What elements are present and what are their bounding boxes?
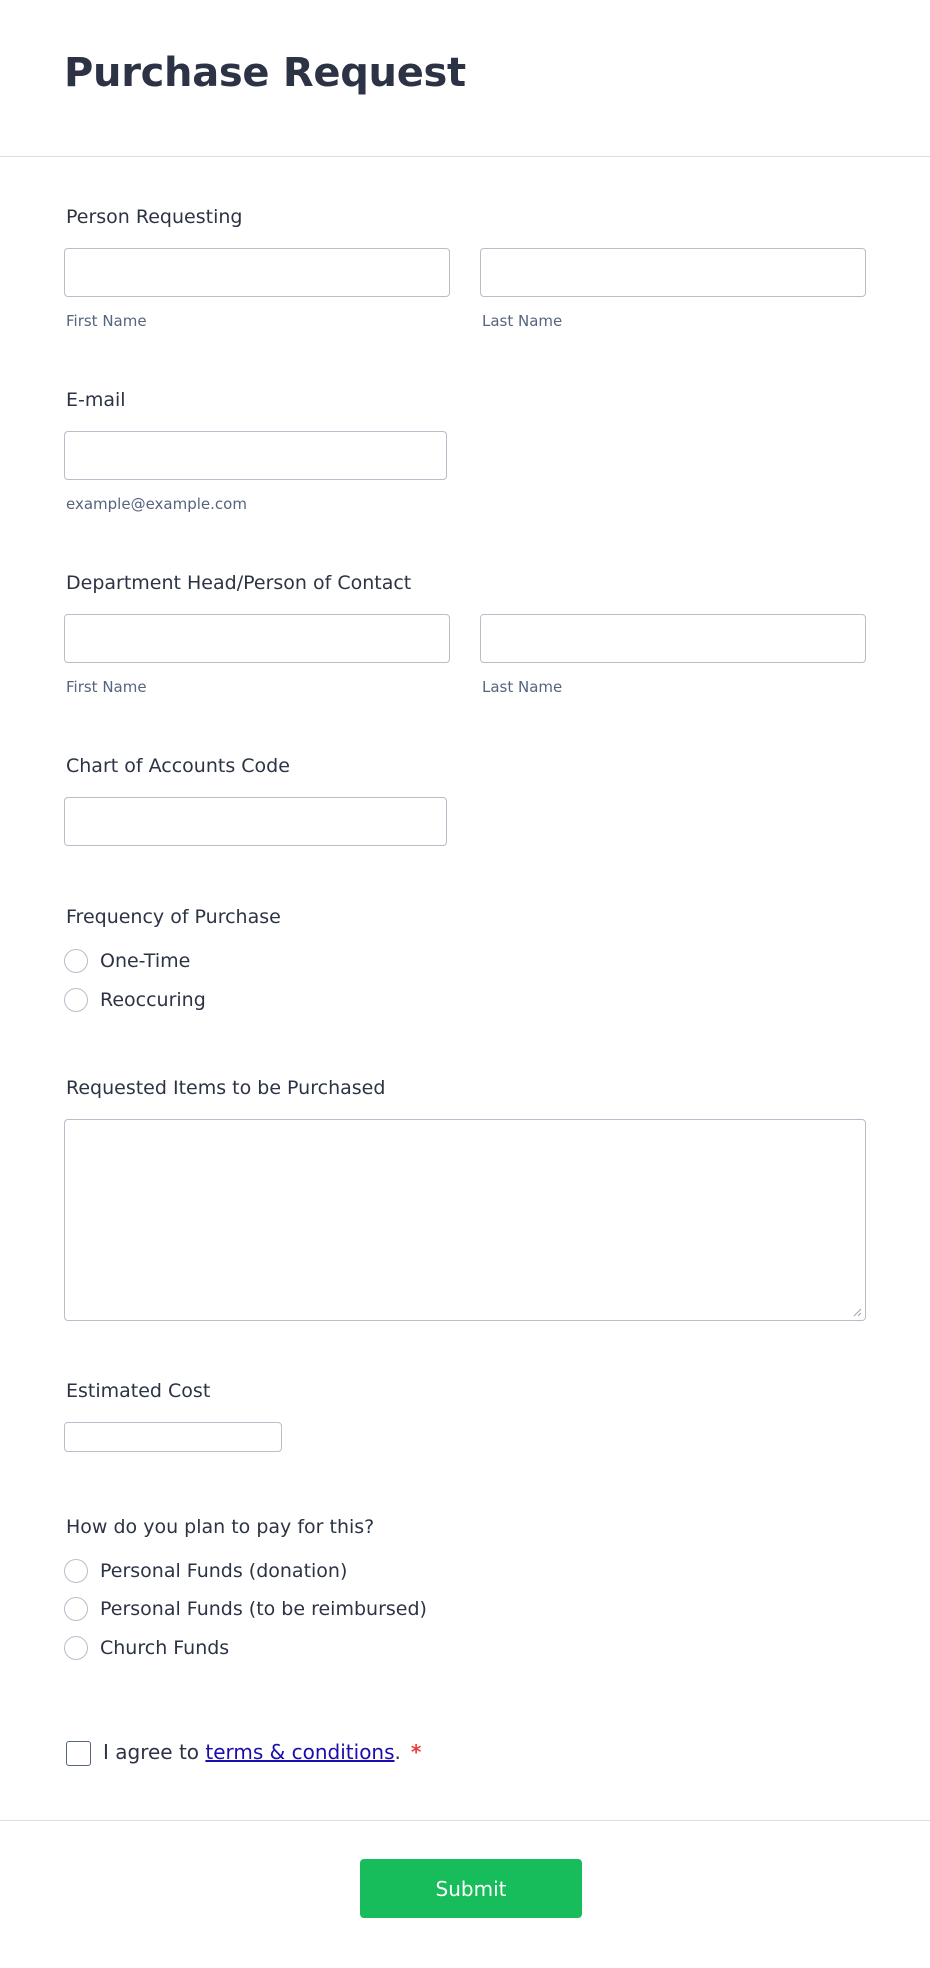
department-head-last-name-sublabel: Last Name bbox=[482, 678, 563, 696]
form-header bbox=[0, 0, 930, 157]
terms-link[interactable]: terms & conditions bbox=[205, 1740, 395, 1764]
frequency-option-reoccuring[interactable] bbox=[64, 987, 206, 1013]
estimated-cost-input[interactable] bbox=[64, 1422, 282, 1452]
payment-label: How do you plan to pay for this? bbox=[66, 1516, 375, 1538]
radio-option-label: Reoccuring bbox=[100, 989, 206, 1011]
requested-items-textarea[interactable] bbox=[64, 1119, 866, 1321]
submit-button[interactable]: Submit bbox=[360, 1859, 582, 1918]
frequency-option-one-time[interactable] bbox=[64, 948, 190, 974]
person-requesting-label: Person Requesting bbox=[66, 206, 243, 228]
radio-option-label: One-Time bbox=[100, 950, 191, 972]
payment-option-church-funds[interactable] bbox=[64, 1635, 229, 1661]
terms-prefix: I agree to bbox=[103, 1740, 206, 1764]
department-head-last-name-input[interactable] bbox=[480, 614, 866, 663]
radio-option-label: Personal Funds (donation) bbox=[100, 1560, 348, 1582]
terms-agreement-text bbox=[103, 1740, 421, 1764]
person-requesting-first-name-sublabel: First Name bbox=[66, 312, 147, 330]
accounts-code-label: Chart of Accounts Code bbox=[66, 755, 290, 777]
radio-button[interactable] bbox=[64, 988, 88, 1012]
accounts-code-input[interactable] bbox=[64, 797, 447, 846]
radio-button[interactable] bbox=[64, 1597, 88, 1621]
resize-grip-icon[interactable] bbox=[852, 1307, 862, 1317]
terms-checkbox[interactable] bbox=[66, 1741, 91, 1766]
footer-divider bbox=[0, 1820, 930, 1821]
radio-button[interactable] bbox=[64, 949, 88, 973]
email-label: E-mail bbox=[66, 389, 126, 411]
page-title: Purchase Request bbox=[64, 50, 466, 96]
radio-option-label: Church Funds bbox=[100, 1637, 230, 1659]
required-asterisk: * bbox=[410, 1740, 422, 1764]
radio-button[interactable] bbox=[64, 1636, 88, 1660]
payment-option-personal-donation[interactable] bbox=[64, 1558, 347, 1584]
person-requesting-last-name-input[interactable] bbox=[480, 248, 866, 297]
email-sublabel: example@example.com bbox=[66, 495, 247, 513]
department-head-first-name-sublabel: First Name bbox=[66, 678, 147, 696]
email-input[interactable] bbox=[64, 431, 447, 480]
person-requesting-last-name-sublabel: Last Name bbox=[482, 312, 563, 330]
department-head-first-name-input[interactable] bbox=[64, 614, 450, 663]
radio-button[interactable] bbox=[64, 1559, 88, 1583]
payment-option-personal-reimbursed[interactable] bbox=[64, 1596, 427, 1622]
terms-suffix: . bbox=[394, 1740, 401, 1764]
frequency-label: Frequency of Purchase bbox=[66, 906, 281, 928]
radio-option-label: Personal Funds (to be reimbursed) bbox=[100, 1598, 427, 1620]
requested-items-label: Requested Items to be Purchased bbox=[66, 1077, 386, 1099]
estimated-cost-label: Estimated Cost bbox=[66, 1380, 211, 1402]
person-requesting-first-name-input[interactable] bbox=[64, 248, 450, 297]
department-head-label: Department Head/Person of Contact bbox=[66, 572, 412, 594]
